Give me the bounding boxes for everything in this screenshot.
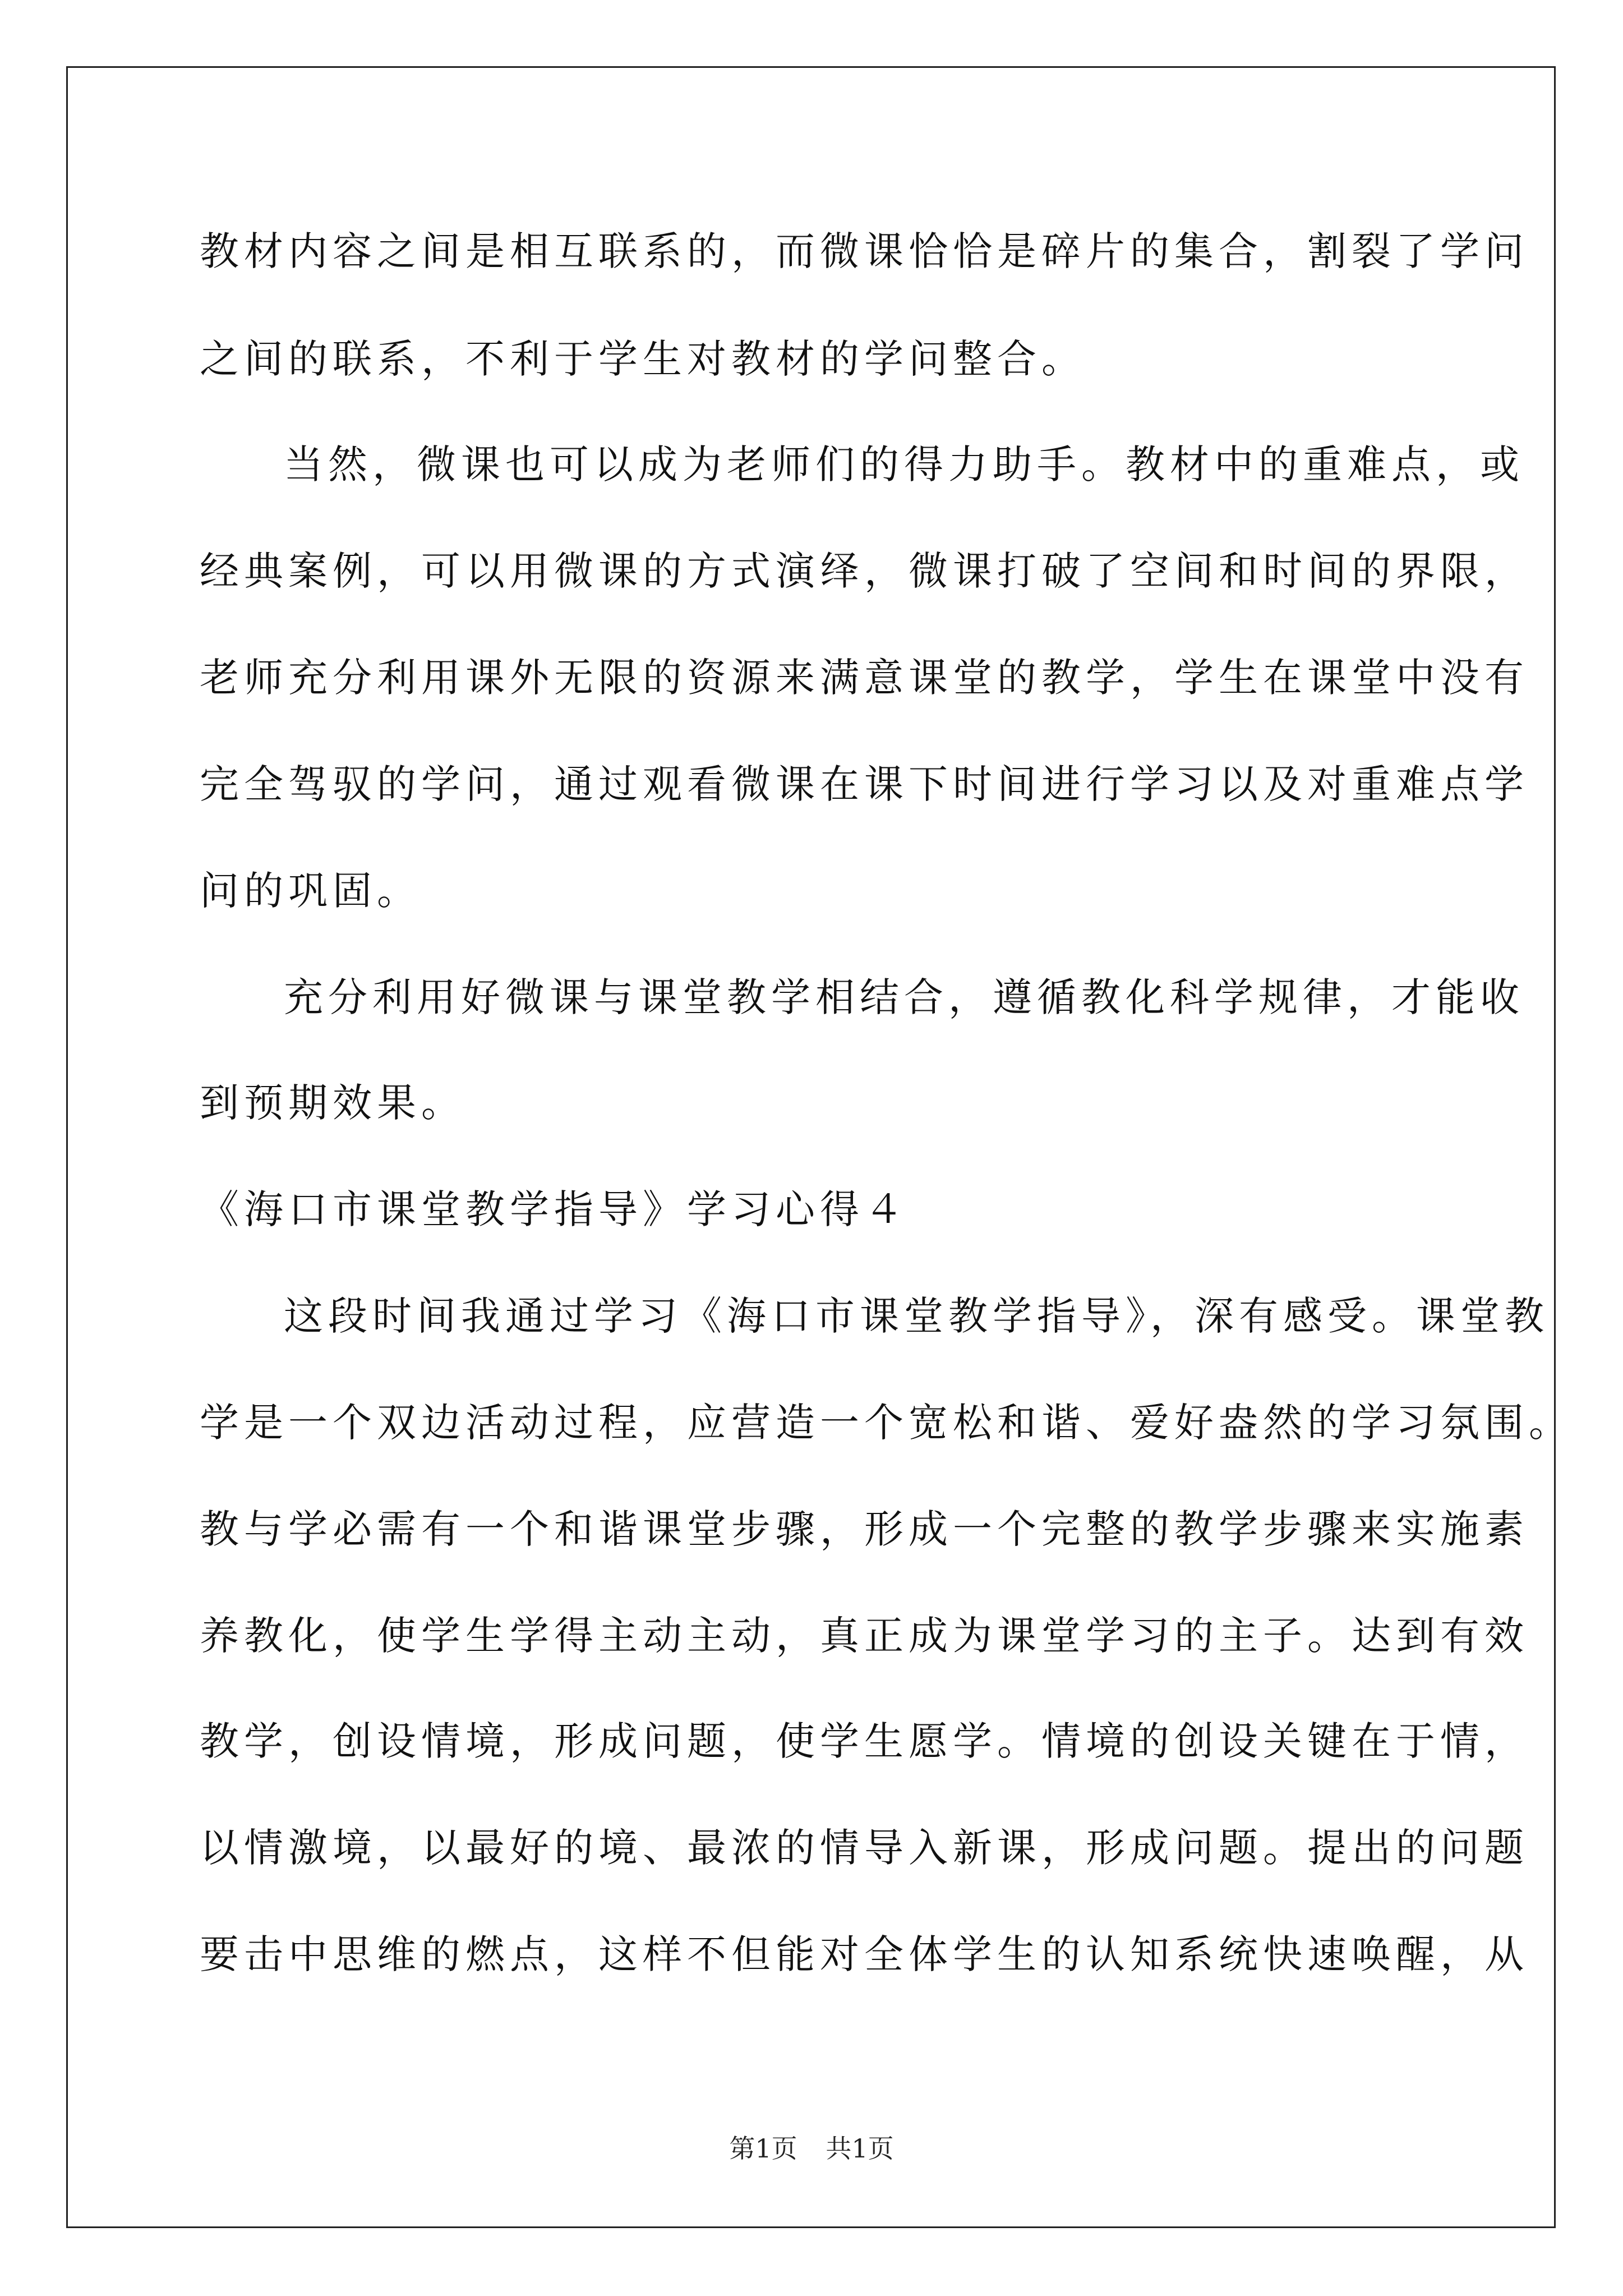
- text-line-3: 当然，微课也可以成为老师们的得力助手。教材中的重难点，或: [284, 441, 1524, 487]
- text-line-15: 以情激境，以最好的境、最浓的情导入新课，形成问题。提出的问题: [200, 1825, 1529, 1871]
- page-total: 共1页: [826, 2133, 894, 2164]
- text-line-2: 之间的联系，不利于学生对教材的学问整合。: [200, 336, 1086, 382]
- text-line-11: 学是一个双边活动过程，应营造一个宽松和谐、爱好盎然的学习氛围。: [200, 1400, 1573, 1446]
- page-border: [66, 66, 1556, 2228]
- text-line-5: 老师充分利用课外无限的资源来满意课堂的教学，学生在课堂中没有: [200, 655, 1529, 701]
- text-line-12: 教与学必需有一个和谐课堂步骤，形成一个完整的教学步骤来实施素: [200, 1506, 1529, 1552]
- text-line-9: 到预期效果。: [200, 1080, 465, 1126]
- text-line-10: 这段时间我通过学习《海口市课堂教学指导》，深有感受。课堂教: [284, 1293, 1549, 1339]
- section-heading: 《海口市课堂教学指导》学习心得４: [200, 1186, 909, 1232]
- text-line-16: 要击中思维的燃点，这样不但能对全体学生的认知系统快速唤醒，从: [200, 1931, 1529, 1977]
- text-line-7: 问的巩固。: [200, 868, 421, 914]
- text-line-13: 养教化，使学生学得主动主动，真正成为课堂学习的主子。达到有效: [200, 1613, 1529, 1659]
- text-line-6: 完全驾驭的学问，通过观看微课在课下时间进行学习以及对重难点学: [200, 761, 1529, 807]
- text-line-8: 充分利用好微课与课堂教学相结合，遵循教化科学规律，才能收: [284, 974, 1524, 1020]
- text-line-14: 教学，创设情境，形成问题，使学生愿学。情境的创设关键在于情，: [200, 1718, 1529, 1764]
- text-line-1: 教材内容之间是相互联系的，而微课恰恰是碎片的集合，割裂了学问: [200, 228, 1529, 274]
- page-footer: [0, 2132, 1623, 2165]
- text-line-4: 经典案例，可以用微课的方式演绎，微课打破了空间和时间的界限，: [200, 548, 1529, 594]
- page-number: 第1页: [729, 2133, 797, 2164]
